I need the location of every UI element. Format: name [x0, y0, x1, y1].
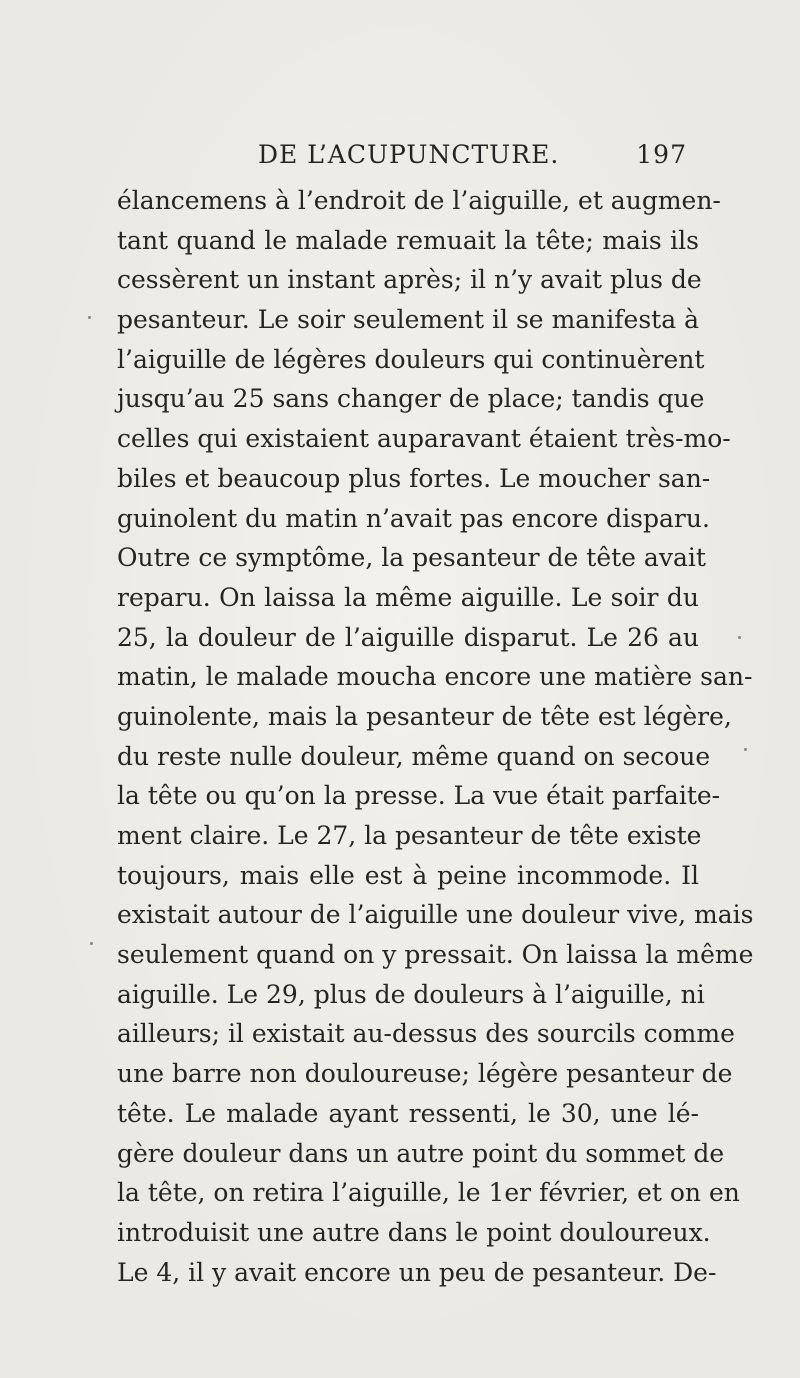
text-line: du reste nulle douleur, même quand on secoue	[117, 741, 711, 771]
text-line: toujours, mais elle est à peine incommode. Il	[117, 860, 699, 890]
text-line: matin, le malade moucha encore une matière san-	[117, 662, 753, 692]
body-text	[117, 181, 754, 1292]
page-header	[258, 140, 713, 176]
text-line: introduisit une autre dans le point douloureux.	[117, 1217, 711, 1247]
text-line: reparu. On laissa la même aiguille. Le soir du	[117, 582, 699, 612]
text-line: guinolent du matin n’avait pas encore disparu.	[117, 503, 710, 533]
paper-speck	[88, 316, 91, 319]
text-line: aiguille. Le 29, plus de douleurs à l’aiguille, ni	[117, 979, 705, 1009]
text-line: guinolente, mais la pesanteur de tête est légère,	[117, 701, 732, 731]
paper-speck	[90, 942, 93, 945]
text-line: la tête ou qu’on la presse. La vue était parfaite-	[117, 781, 721, 811]
text-line: existait autour de l’aiguille une douleur vive, mais	[117, 900, 754, 930]
text-line: la tête, on retira l’aiguille, le 1er février, et on en	[117, 1178, 740, 1208]
text-line: 25, la douleur de l’aiguille disparut. Le 26 au	[117, 622, 699, 652]
text-line: celles qui existaient auparavant étaient très-mo-	[117, 424, 731, 454]
text-line: tant quand le malade remuait la tête; mais ils	[117, 225, 699, 255]
text-line: jusqu’au 25 sans changer de place; tandis que	[117, 384, 705, 414]
text-line: élancemens à l’endroit de l’aiguille, et augmen-	[117, 186, 721, 215]
text-line: une barre non douloureuse; légère pesanteur de	[117, 1059, 733, 1089]
text-line: ment claire. Le 27, la pesanteur de tête existe	[117, 821, 702, 850]
text-line: ailleurs; il existait au-dessus des sourcils comme	[117, 1019, 735, 1049]
text-line: tête. Le malade ayant ressenti, le 30, une lé-	[117, 1098, 699, 1128]
text-line: Outre ce symptôme, la pesanteur de tête avait	[117, 543, 706, 573]
text-line: gère douleur dans un autre point du sommet de	[117, 1138, 725, 1168]
paper-speck	[738, 636, 741, 639]
text-line: seulement quand on y pressait. On laissa la même	[117, 940, 754, 970]
running-title: DE L’ACUPUNCTURE.	[258, 140, 560, 169]
paper-speck	[744, 748, 747, 751]
page-number: 197	[636, 140, 687, 169]
text-line: biles et beaucoup plus fortes. Le moucher san-	[117, 463, 711, 493]
text-line: cessèrent un instant après; il n’y avait plus de	[117, 265, 702, 295]
text-line: l’aiguille de légères douleurs qui continuèrent	[117, 344, 705, 374]
text-line: Le 4, il y avait encore un peu de pesanteur. De-	[117, 1257, 717, 1287]
text-line: pesanteur. Le soir seulement il se manifesta à	[117, 305, 699, 335]
